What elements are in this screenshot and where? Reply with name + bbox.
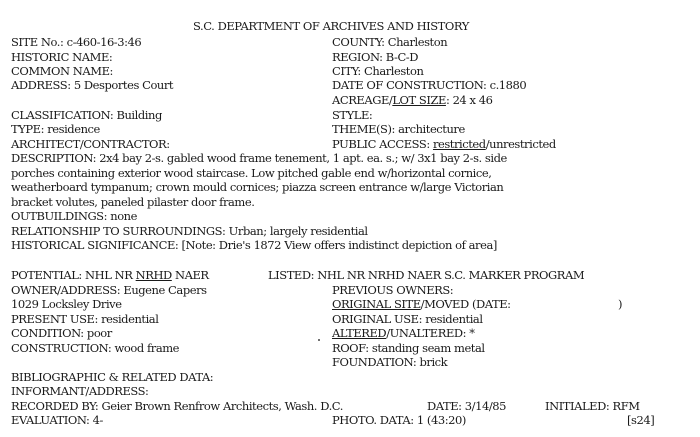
historical-significance: HISTORICAL SIGNIFICANCE: [Note: Drie's 1872 View offers indistinct depiction of area] xyxy=(11,238,497,252)
public-access xyxy=(332,137,556,151)
historic-name: HISTORIC NAME: xyxy=(11,50,113,64)
stray-mark xyxy=(318,339,320,341)
style: STYLE: xyxy=(332,108,373,122)
public-access-prefix: PUBLIC ACCESS: xyxy=(332,137,433,151)
site-number: SITE No.: c-460-16-3:46 xyxy=(11,35,142,49)
potential xyxy=(11,268,209,282)
foundation: FOUNDATION: brick xyxy=(332,355,448,369)
acreage-prefix: ACREAGE/ xyxy=(332,93,393,107)
potential-prefix: POTENTIAL: NHL NR xyxy=(11,268,136,282)
acreage-lot-size xyxy=(332,93,492,107)
relationship-to-surroundings: RELATIONSHIP TO SURROUNDINGS: Urban; largely residential xyxy=(11,224,368,238)
moved-date-close: ) xyxy=(618,297,623,311)
owner-address: OWNER/ADDRESS: Eugene Capers xyxy=(11,283,207,297)
recorded-by: RECORDED BY: Geier Brown Renfrow Architects, Wash. D.C. xyxy=(11,399,343,413)
evaluation: EVALUATION: 4- xyxy=(11,413,103,427)
photo-code: [s24] xyxy=(627,413,655,427)
altered-underlined: ALTERED xyxy=(332,326,387,340)
acreage-value: : 24 x 46 xyxy=(445,93,493,107)
common-name: COMMON NAME: xyxy=(11,64,113,78)
architect-contractor: ARCHITECT/CONTRACTOR: xyxy=(11,137,170,151)
nrhd-underlined: NRHD xyxy=(135,268,172,282)
city: CITY: Charleston xyxy=(332,64,424,78)
outbuildings: OUTBUILDINGS: none xyxy=(11,209,137,223)
date-of-construction: DATE OF CONSTRUCTION: c.1880 xyxy=(332,78,527,92)
original-site-moved xyxy=(332,297,511,311)
description-line-4: bracket volutes, paneled pilaster door frame. xyxy=(11,195,255,209)
owner-street: 1029 Locksley Drive xyxy=(11,297,122,311)
unaltered: /UNALTERED: * xyxy=(386,326,475,340)
original-site-underlined: ORIGINAL SITE xyxy=(332,297,421,311)
header-title: S.C. DEPARTMENT OF ARCHIVES AND HISTORY xyxy=(193,19,469,33)
classification: CLASSIFICATION: Building xyxy=(11,108,162,122)
previous-owners: PREVIOUS OWNERS: xyxy=(332,283,454,297)
present-use: PRESENT USE: residential xyxy=(11,312,159,326)
region: REGION: B-C-D xyxy=(332,50,418,64)
moved-date: /MOVED (DATE: xyxy=(420,297,511,311)
roof: ROOF: standing seam metal xyxy=(332,341,485,355)
original-use: ORIGINAL USE: residential xyxy=(332,312,483,326)
description-line-1: DESCRIPTION: 2x4 bay 2-s. gabled wood frame tenement, 1 apt. ea. s.; w/ 3x1 bay 2-s. side xyxy=(11,151,507,165)
listed: LISTED: NHL NR NRHD NAER S.C. MARKER PROGRAM xyxy=(268,268,585,282)
photo-data: PHOTO. DATA: 1 (43:20) xyxy=(332,413,466,427)
lot-size-underlined: LOT SIZE xyxy=(392,93,446,107)
altered-unaltered xyxy=(332,326,475,340)
informant-address: INFORMANT/ADDRESS: xyxy=(11,384,149,398)
themes: THEME(S): architecture xyxy=(332,122,465,136)
address: ADDRESS: 5 Desportes Court xyxy=(11,78,174,92)
potential-suffix: NAER xyxy=(171,268,209,282)
condition: CONDITION: poor xyxy=(11,326,112,340)
initialed: INITIALED: RFM xyxy=(545,399,640,413)
bibliographic-data: BIBLIOGRAPHIC & RELATED DATA: xyxy=(11,370,214,384)
record-date: DATE: 3/14/85 xyxy=(427,399,506,413)
description-line-2: porches containing exterior wood staircase. Low pitched gable end w/horizontal cornice, xyxy=(11,166,492,180)
description-line-3: weatherboard tympanum; crown mould cornices; piazza screen entrance w/large Victorian xyxy=(11,180,504,194)
county: COUNTY: Charleston xyxy=(332,35,448,49)
type: TYPE: residence xyxy=(11,122,100,136)
restricted-underlined: restricted xyxy=(432,137,486,151)
construction: CONSTRUCTION: wood frame xyxy=(11,341,180,355)
public-access-suffix: /unrestricted xyxy=(485,137,556,151)
